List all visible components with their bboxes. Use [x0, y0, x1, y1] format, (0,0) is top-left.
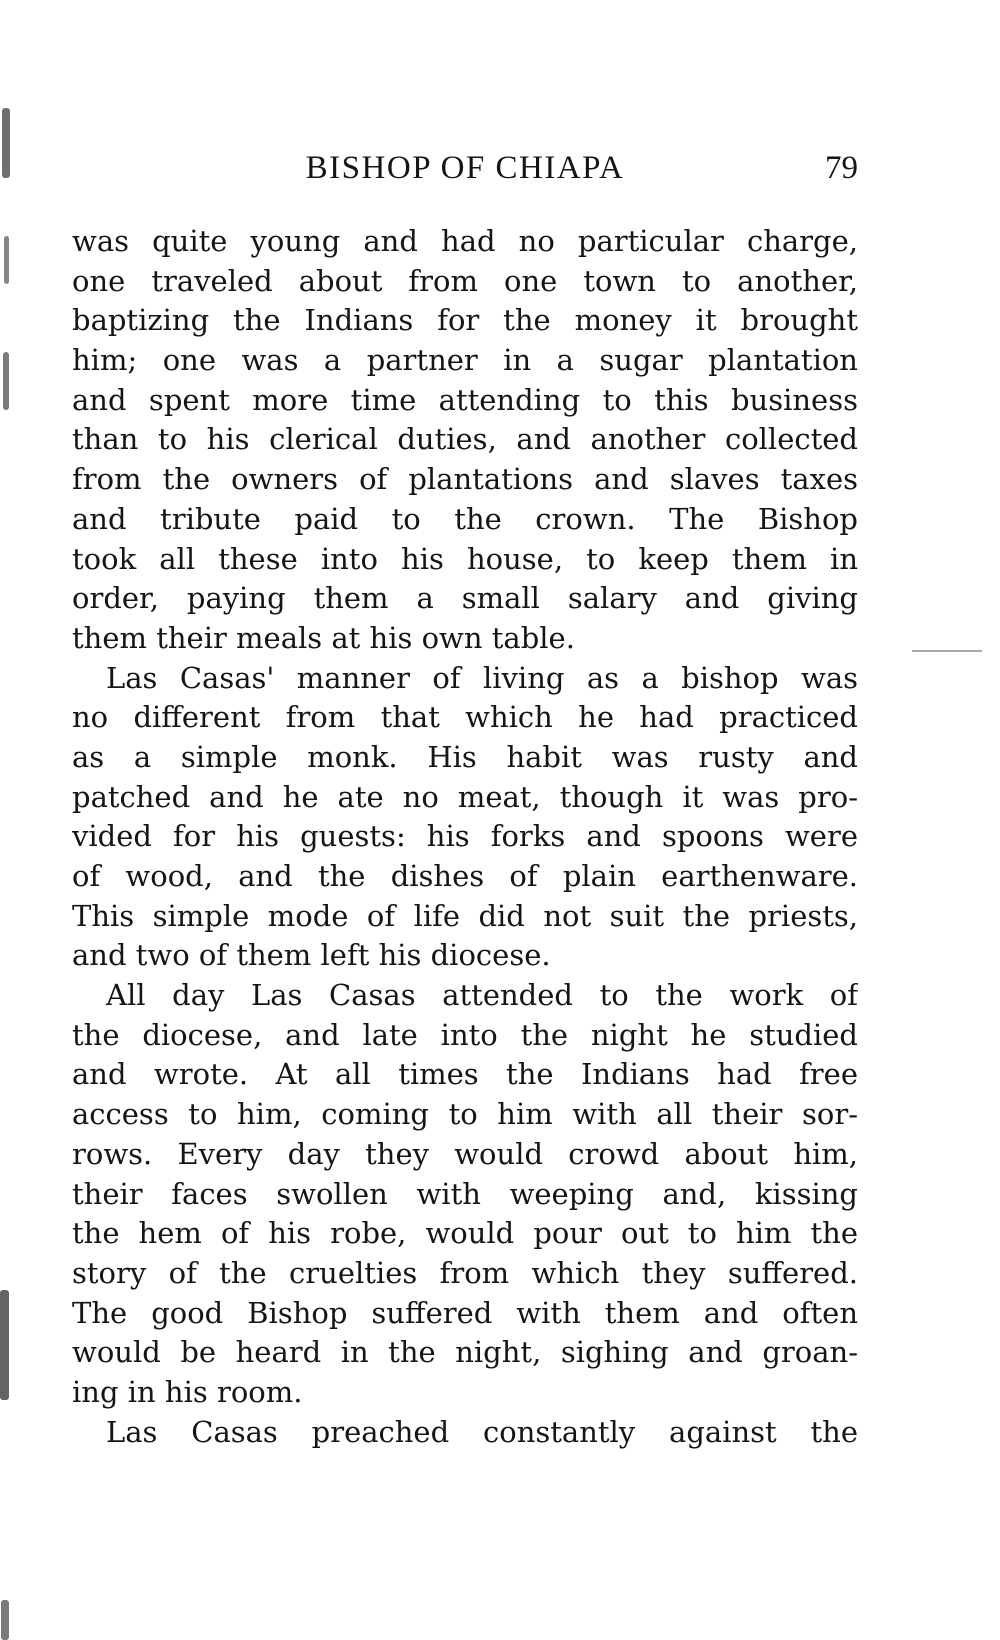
text-line: access to him, coming to him with all their sor-: [72, 1097, 858, 1132]
text-line: was quite young and had no particular charge,: [72, 224, 858, 258]
text-line: no different from that which he had practiced: [72, 700, 858, 735]
scan-edge-mark: [1, 1600, 9, 1640]
text-line: Las Casas preached constantly against the: [106, 1414, 858, 1449]
margin-pencil-mark: [912, 650, 982, 652]
text-line: their faces swollen with weeping and, kissing: [72, 1176, 858, 1211]
text-line: took all these into his house, to keep them in: [72, 541, 858, 576]
text-line: from the owners of plantations and slaves taxes: [72, 462, 858, 497]
text-line: and spent more time attending to this business: [72, 382, 858, 417]
text-line: All day Las Casas attended to the work of: [106, 978, 858, 1013]
text-line: vided for his guests: his forks and spoons were: [72, 819, 858, 854]
text-line: and tribute paid to the crown. The Bishop: [72, 501, 858, 536]
running-title: BISHOP OF CHIAPA: [305, 150, 625, 186]
text-line: the hem of his robe, would pour out to him the: [72, 1216, 858, 1251]
text-line: ing in his room.: [72, 1374, 303, 1409]
scan-edge-mark: [2, 108, 10, 178]
text-line: of wood, and the dishes of plain earthenware.: [72, 859, 858, 893]
text-line: him; one was a partner in a sugar plantation: [72, 343, 858, 378]
text-line: The good Bishop suffered with them and often: [72, 1295, 858, 1330]
body-text: [72, 222, 858, 1452]
running-header: [72, 140, 858, 196]
text-line: and two of them left his diocese.: [72, 938, 551, 973]
scan-edge-mark: [3, 352, 9, 410]
text-line: the diocese, and late into the night he studied: [72, 1017, 858, 1052]
text-line: one traveled about from one town to another,: [72, 263, 858, 298]
text-line: would be heard in the night, sighing and groan-: [72, 1335, 858, 1370]
text-line: than to his clerical duties, and another collected: [72, 422, 858, 457]
text-line: them their meals at his own table.: [72, 620, 575, 655]
text-line: and wrote. At all times the Indians had free: [72, 1057, 858, 1092]
scan-edge-mark: [0, 1290, 9, 1400]
text-line: This simple mode of life did not suit the priests,: [72, 898, 858, 933]
text-line: story of the cruelties from which they suffered.: [72, 1255, 858, 1290]
text-line: as a simple monk. His habit was rusty and: [72, 739, 858, 774]
text-line: rows. Every day they would crowd about him,: [72, 1136, 858, 1171]
text-line: order, paying them a small salary and giving: [72, 581, 858, 616]
text-line: Las Casas' manner of living as a bishop was: [106, 660, 858, 695]
text-line: patched and he ate no meat, though it was pro-: [72, 779, 858, 814]
page-number: 79: [825, 150, 858, 186]
scan-edge-mark: [4, 236, 9, 284]
text-line: baptizing the Indians for the money it brought: [72, 303, 858, 338]
